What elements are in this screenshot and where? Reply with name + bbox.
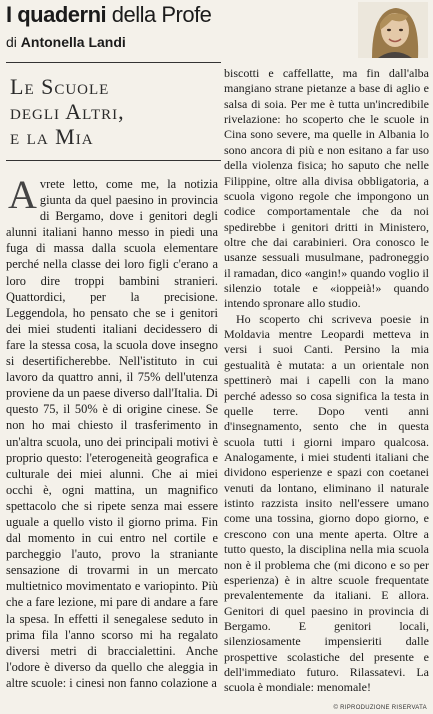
column-header: [0, 0, 433, 62]
paragraph-2: Ho scoperto chi scriveva poesie in Moldavia mentre Leopardi metteva in versi i suoi Canti. Persino la mia gestualità è mutata: a un orientale non spettinerò mai i capelli con la mano perché adesso so cosa significa la testa in quelle terre. Dopo venti anni d'insegnamento, sento che in questa scuola tutti i giorni imparo qualcosa. Analogamente, i miei studenti italiani che dividono esperienze e spazi con coetanei venuti da lontano, eliminano il naturale istinto razzista insito nell'essere umano come una tossina, giorno dopo giorno, e crescono con una mente aperta. Oltre a tutto questo, la disciplina nella mia scuola non è il problema che (mi dicono e so per esperienza) è in altre scuole frequentate prevalentemente da italiani. E allora. Genitori di quel paesino in provincia di Bergamo. E genitori locali, silenziosamente impensieriti dalle prospettive scolastiche del presente e dell'immediato futuro. Rilassatevi. La scuola è mondiale: menomale!: [224, 311, 429, 695]
headline-line: e la Mia: [10, 124, 94, 149]
author-name: Antonella Landi: [20, 34, 126, 50]
article-column-left: [6, 172, 218, 691]
headline: [10, 74, 215, 149]
article-column-right: [224, 66, 429, 696]
byline: [6, 34, 126, 50]
paragraph-1: [6, 172, 218, 691]
header-rule: [6, 62, 221, 63]
series-title: [6, 2, 211, 28]
author-photo: [358, 2, 428, 58]
paragraph-1-text: vrete letto, come me, la notizia giunta da quel paesino in provincia di Bergamo, dove i genitori degli alunni italiani hanno messo in piedi una fuga di massa dalla scuola elementare perché nella classe dei loro figli c'erano a loro dire troppi bambini stranieri. Quattordici, per la precisione. Leggendola, ho pensato che se i genitori dei miei studenti italiani decidessero di fare la stessa cosa, la scuola dove insegno si desertificherebbe. Nell'istituto in cui lavoro da quattro anni, il 75% dell'utenza proviene da un paese diverso dall'Italia. Di questo 75, il 50% è di origine cinese. Se non ho mai chiesto il trasferimento in un'altra scuola, uno dei principali motivi è proprio questo: l'eterogeneità geografica e culturale dei miei alunni. Che ai miei occhi è, ogni mattina, un magnifico spettacolo che si ripete senza mai essere uguale a quello visto il giorno prima. Fin dal momento in cui entro nel cortile e parcheggio l'auto, provo la straniante sensazione di trovarmi in un mercato multietnico movimentato e variopinto. Più che a fare lezione, mi pare di andare a fare la spesa. In effetti il senegalese seduto in prima fila l'anno scorso mi ha regalato diversi metri di braccialettini. Anche l'odore è diverso da quello che aleggia in altre scuole: i cinesi non fanno colazione a: [6, 177, 218, 690]
series-title-rest: della Profe: [106, 2, 212, 27]
drop-cap: A: [8, 172, 37, 217]
headline-line: Le Scuole: [10, 74, 110, 99]
byline-prefix: di: [6, 34, 21, 50]
headline-line: degli Altri,: [10, 99, 125, 124]
paragraph-1-continued: biscotti e caffellatte, ma fin dall'alba mangiano strane pietanze a base di aglio e salsa di soia. Per me è tutta un'incredibile rivelazione: ho scoperto che le scuole in Cina sono severe, ma quelle in Albania lo sono ancora di più e non esitano a far uso della violenza fisica; ho saputo che nelle Filippine, oltre alla divisa obbligatoria, a scuola vigono regole che impongono un codice comportamentale che da noi spedirebbe i genitori dritti in Ministero, oltre che dai carabinieri. Ora conosco le usanze sessuali musulmane, padroneggio il ramadan, dico «angin!» quando voglio il silenzio totale e «ioppeià!» quando intendo spronare allo studio.: [224, 66, 429, 311]
headline-rule: [6, 160, 221, 161]
copyright-notice: © RIPRODUZIONE RISERVATA: [333, 705, 427, 711]
series-title-bold: I quaderni: [6, 2, 107, 27]
